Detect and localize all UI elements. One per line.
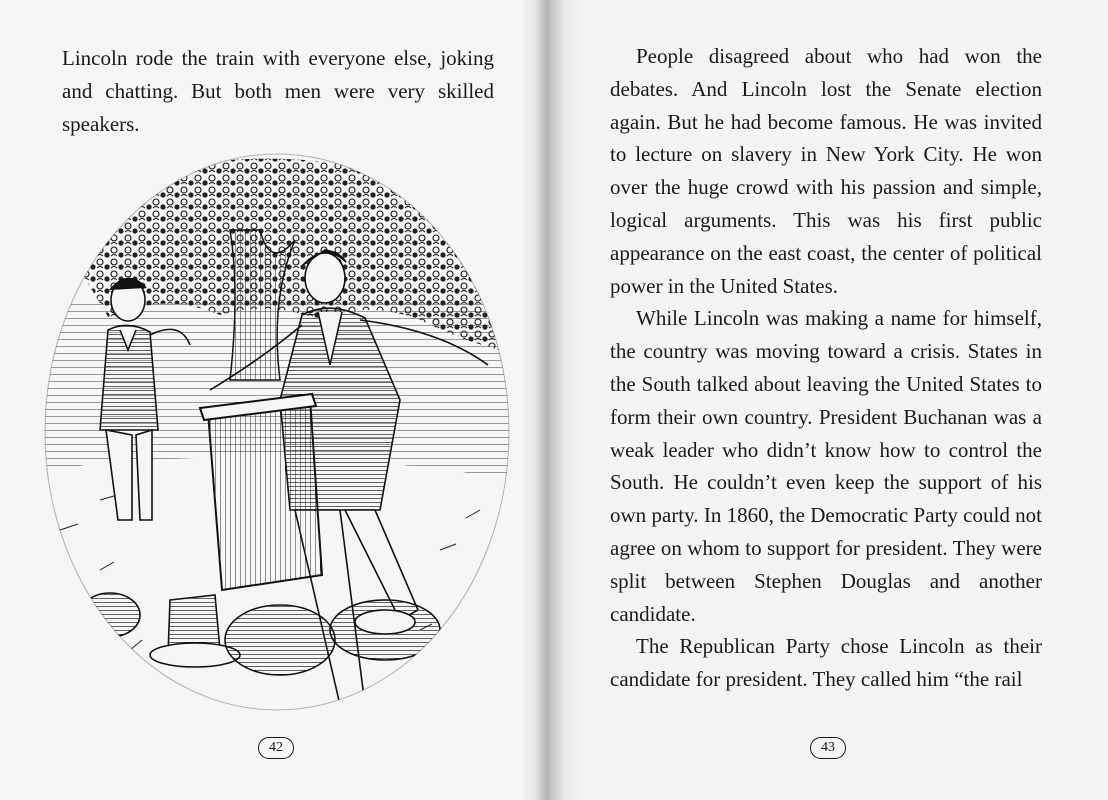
page-number-right: 43 [810,737,846,759]
right-paragraph-2: While Lincoln was making a name for himself, the country was moving toward a crisis. States in the South talked about leaving the United States to form their own country. President Buchanan was a weak leader who didn’t know how to control the South. He couldn’t even keep the support of his own party. In 1860, the Democratic Party could not agree on whom to support for president. They were split between Stephen Douglas and another candidate. [610,306,1042,626]
right-page-text [610,40,1042,696]
page-number-left: 42 [258,737,294,759]
right-paragraph-3: The Republican Party chose Lincoln as their candidate for president. They called him “the rail [610,634,1042,692]
right-paragraph-1: People disagreed about who had won the debates. And Lincoln lost the Senate election again. But he had become famous. He was invited to lecture on slavery in New York City. He won over the huge crowd with his passion and simple, logical arguments. This was his first public appearance on the east coast, the center of political power in the United States. [610,44,1042,298]
left-paragraph: Lincoln rode the train with everyone else, joking and chatting. But both men were very skilled speakers. [62,46,494,136]
left-page [0,0,548,800]
book-gutter [520,0,580,800]
debate-illustration-icon [40,150,515,715]
left-page-text [62,42,494,141]
